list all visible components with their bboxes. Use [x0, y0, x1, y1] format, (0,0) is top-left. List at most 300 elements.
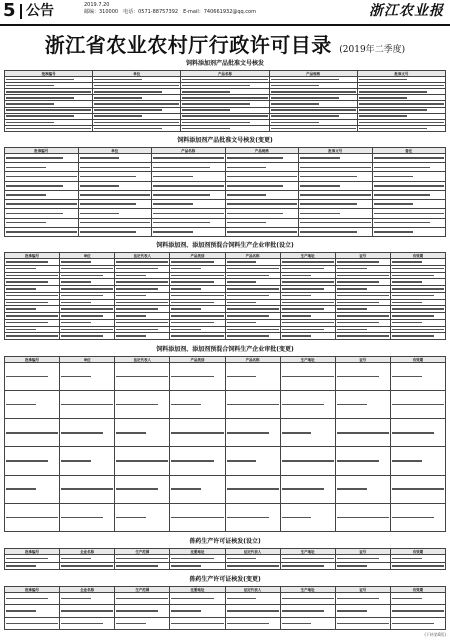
column-header: 批准编号: [5, 148, 79, 154]
table-cell: [225, 181, 299, 190]
table-cell: [335, 319, 390, 326]
table-cell: [335, 292, 390, 299]
table-cell: [225, 272, 280, 279]
table-cell: [60, 279, 115, 286]
table-cell: [170, 286, 225, 293]
table-cell: [280, 447, 335, 475]
table-cell: [115, 605, 170, 617]
table-cell: [5, 218, 79, 227]
column-header: 证号: [335, 357, 390, 363]
table-cell: [335, 419, 390, 447]
table-cell: [372, 209, 446, 218]
table-cell: [170, 292, 225, 299]
section-title-5: 兽药生产许可证核发(设立): [189, 538, 261, 545]
table-cell: [335, 617, 390, 629]
table-cell: [115, 292, 170, 299]
table-cell: [335, 333, 390, 340]
table-cell: [170, 319, 225, 326]
table-cell: [5, 299, 60, 306]
table-cell: [60, 555, 115, 563]
table-cell: [225, 593, 280, 605]
table-cell: [390, 617, 445, 629]
table-cell: [5, 125, 93, 131]
table-cell: [225, 265, 280, 272]
column-header: 批准编号: [5, 71, 93, 77]
table-cell: [225, 391, 280, 419]
table-row: [5, 218, 446, 227]
table-cell: [280, 313, 335, 320]
table-cell: [225, 475, 280, 503]
section-title-4: 饲料添加剂、添加剂预混合饲料生产企业审批(变更): [156, 346, 294, 353]
table-cell: [390, 313, 445, 320]
table-cell: [5, 163, 79, 172]
table-cell: [280, 299, 335, 306]
table-cell: [170, 259, 225, 266]
column-header: 法定代表人: [225, 549, 280, 555]
table-cell: [299, 163, 373, 172]
column-header: 产品规格: [269, 71, 357, 77]
masthead: 浙江农业报: [369, 3, 444, 19]
column-header: 单位: [60, 253, 115, 259]
table-row: [5, 265, 446, 272]
table-cell: [372, 218, 446, 227]
table-cell: [115, 326, 170, 333]
table-cell: [225, 447, 280, 475]
table-cell: [115, 265, 170, 272]
table-cell: [5, 181, 79, 190]
table-cell: [225, 562, 280, 570]
table-cell: [280, 419, 335, 447]
column-header: 产品名称: [181, 71, 269, 77]
table-cell: [280, 306, 335, 313]
table-cell: [372, 227, 446, 236]
table-cell: [78, 190, 152, 199]
table-cell: [170, 562, 225, 570]
table-cell: [78, 163, 152, 172]
column-header: 注册地址: [170, 587, 225, 593]
table-row: [5, 190, 446, 199]
table-cell: [225, 218, 299, 227]
license-table-5: [4, 548, 446, 570]
table-cell: [390, 419, 445, 447]
table-cell: [5, 286, 60, 293]
column-header: 有效期: [390, 253, 445, 259]
table-cell: [390, 593, 445, 605]
table-cell: [115, 319, 170, 326]
table-row: [5, 605, 446, 617]
column-header: 有效期: [390, 357, 445, 363]
table-cell: [115, 272, 170, 279]
table-cell: [170, 447, 225, 475]
table-row: [5, 503, 446, 531]
issue-meta: [84, 2, 256, 16]
table-cell: [280, 562, 335, 570]
table-row: [5, 272, 446, 279]
table-cell: [335, 272, 390, 279]
table-cell: [60, 363, 115, 391]
table-cell: [5, 555, 60, 563]
table-cell: [60, 299, 115, 306]
page-header: [0, 0, 450, 26]
column-header: 注册地址: [170, 549, 225, 555]
table-cell: [225, 326, 280, 333]
table-cell: [299, 227, 373, 236]
table-cell: [335, 447, 390, 475]
table-cell: [115, 259, 170, 266]
table-cell: [390, 319, 445, 326]
table-row: [5, 209, 446, 218]
section-title-3: 饲料添加剂、添加剂预混合饲料生产企业审批(设立): [156, 242, 294, 249]
table-cell: [299, 218, 373, 227]
column-header: 法定代表人: [115, 253, 170, 259]
table-cell: [280, 326, 335, 333]
table-cell: [335, 593, 390, 605]
table-row: [5, 313, 446, 320]
table-cell: [390, 503, 445, 531]
page-number: 5: [3, 0, 16, 21]
table-cell: [225, 279, 280, 286]
column-header: 证号: [335, 253, 390, 259]
table-row: [5, 326, 446, 333]
table-row: [5, 154, 446, 163]
table-row: [5, 447, 446, 475]
license-table-2: [4, 147, 446, 237]
table-cell: [78, 172, 152, 181]
table-cell: [60, 272, 115, 279]
table-cell: [280, 555, 335, 563]
table-cell: [225, 259, 280, 266]
table-cell: [115, 617, 170, 629]
table-cell: [5, 326, 60, 333]
table-cell: [390, 292, 445, 299]
table-cell: [390, 605, 445, 617]
table-cell: [5, 593, 60, 605]
table-cell: [115, 286, 170, 293]
table-cell: [5, 617, 60, 629]
table-row: [5, 562, 446, 570]
column-header: 批准编号: [5, 253, 60, 259]
column-header: 生产地址: [280, 357, 335, 363]
table-cell: [5, 475, 60, 503]
table-cell: [181, 125, 269, 131]
table-cell: [60, 447, 115, 475]
headline-subtitle: (2019年二季度): [339, 45, 406, 55]
table-cell: [115, 313, 170, 320]
table-cell: [280, 391, 335, 419]
table-row: [5, 172, 446, 181]
table-row: [5, 419, 446, 447]
table-cell: [299, 154, 373, 163]
table-cell: [5, 306, 60, 313]
table-cell: [152, 154, 226, 163]
license-table-1: [4, 70, 446, 132]
table-cell: [115, 555, 170, 563]
contact-info: 邮编：310000 电话：0571-88757392 E-mail：740661932@qq.com: [84, 9, 256, 15]
table-cell: [335, 259, 390, 266]
table-cell: [170, 272, 225, 279]
table-cell: [170, 326, 225, 333]
table-cell: [60, 326, 115, 333]
table-cell: [5, 419, 60, 447]
table-cell: [170, 605, 225, 617]
header-divider: [20, 4, 22, 19]
table-cell: [60, 593, 115, 605]
table-cell: [152, 218, 226, 227]
table-cell: [5, 313, 60, 320]
table-cell: [280, 286, 335, 293]
table-cell: [5, 292, 60, 299]
table-cell: [390, 272, 445, 279]
table-cell: [60, 319, 115, 326]
table-cell: [225, 286, 280, 293]
table-cell: [60, 286, 115, 293]
table-cell: [372, 172, 446, 181]
column-header: 企业名称: [60, 587, 115, 593]
table-cell: [225, 163, 299, 172]
table-cell: [372, 190, 446, 199]
column-header: 证号: [335, 587, 390, 593]
table-cell: [335, 299, 390, 306]
table-cell: [115, 306, 170, 313]
table-cell: [152, 163, 226, 172]
table-cell: [335, 391, 390, 419]
section-title-6: 兽药生产许可证核发(变更): [189, 576, 261, 583]
column-header: 产品名称: [152, 148, 226, 154]
table-cell: [60, 391, 115, 419]
table-cell: [390, 391, 445, 419]
table-cell: [5, 363, 60, 391]
table-cell: [390, 447, 445, 475]
table-cell: [5, 265, 60, 272]
table-cell: [170, 617, 225, 629]
table-row: [5, 617, 446, 629]
table-cell: [280, 279, 335, 286]
table-cell: [170, 313, 225, 320]
table-cell: [390, 555, 445, 563]
table-row: [5, 363, 446, 391]
table-cell: [78, 209, 152, 218]
table-cell: [390, 363, 445, 391]
table-cell: [115, 475, 170, 503]
column-header: 批准文号: [357, 71, 445, 77]
headline-title: 浙江省农业农村厅行政许可目录: [44, 33, 332, 57]
table-cell: [60, 313, 115, 320]
section-name: 公告: [26, 3, 54, 19]
table-cell: [170, 299, 225, 306]
table-cell: [170, 333, 225, 340]
table-cell: [5, 333, 60, 340]
column-header: 批准编号: [5, 587, 60, 593]
table-cell: [299, 200, 373, 209]
table-cell: [372, 163, 446, 172]
table-cell: [390, 562, 445, 570]
table-cell: [225, 363, 280, 391]
table-row: [5, 555, 446, 563]
table-cell: [299, 190, 373, 199]
table-cell: [280, 617, 335, 629]
column-header: 有效期: [390, 549, 445, 555]
table-cell: [60, 503, 115, 531]
table-cell: [170, 265, 225, 272]
table-cell: [60, 419, 115, 447]
table-cell: [335, 306, 390, 313]
table-cell: [60, 475, 115, 503]
table-cell: [357, 125, 445, 131]
table-cell: [170, 475, 225, 503]
issue-date: 2019.7.20: [84, 2, 110, 8]
table-row: [5, 475, 446, 503]
table-row: [5, 593, 446, 605]
table-cell: [390, 286, 445, 293]
column-header: 产品类别: [170, 357, 225, 363]
column-header: 法定代表人: [225, 587, 280, 593]
table-cell: [372, 200, 446, 209]
table-cell: [299, 172, 373, 181]
table-cell: [60, 259, 115, 266]
table-cell: [152, 200, 226, 209]
table-cell: [390, 265, 445, 272]
table-cell: [5, 562, 60, 570]
table-cell: [225, 617, 280, 629]
table-cell: [280, 475, 335, 503]
table-cell: [225, 555, 280, 563]
table-cell: [60, 562, 115, 570]
table-row: [5, 286, 446, 293]
column-header: 单位: [60, 357, 115, 363]
table-cell: [170, 391, 225, 419]
table-cell: [335, 363, 390, 391]
table-cell: [115, 391, 170, 419]
table-cell: [115, 279, 170, 286]
table-cell: [60, 333, 115, 340]
table-cell: [170, 306, 225, 313]
table-cell: [5, 605, 60, 617]
table-cell: [60, 617, 115, 629]
table-cell: [60, 265, 115, 272]
table-row: [5, 279, 446, 286]
table-cell: [280, 605, 335, 617]
column-header: 生产地址: [280, 549, 335, 555]
table-cell: [299, 181, 373, 190]
column-header: 生产地址: [280, 587, 335, 593]
table-row: [5, 181, 446, 190]
column-header: 单位: [78, 148, 152, 154]
table-cell: [170, 279, 225, 286]
table-cell: [280, 265, 335, 272]
table-cell: [225, 419, 280, 447]
table-cell: [390, 333, 445, 340]
table-cell: [335, 265, 390, 272]
table-cell: [390, 259, 445, 266]
table-cell: [78, 218, 152, 227]
table-cell: [225, 333, 280, 340]
table-cell: [78, 200, 152, 209]
table-cell: [152, 190, 226, 199]
table-cell: [170, 593, 225, 605]
table-row: [5, 163, 446, 172]
license-table-6: [4, 586, 446, 630]
column-header: 产品类别: [170, 253, 225, 259]
table-cell: [335, 279, 390, 286]
table-cell: [225, 605, 280, 617]
table-cell: [60, 292, 115, 299]
table-row: [5, 319, 446, 326]
table-cell: [78, 181, 152, 190]
table-cell: [5, 391, 60, 419]
column-header: 企业名称: [60, 549, 115, 555]
table-cell: [225, 227, 299, 236]
table-cell: [299, 209, 373, 218]
table-cell: [225, 200, 299, 209]
table-cell: [5, 209, 79, 218]
table-cell: [335, 313, 390, 320]
table-cell: [335, 562, 390, 570]
column-header: 备注: [372, 148, 446, 154]
table-cell: [5, 279, 60, 286]
license-table-3: [4, 252, 446, 340]
table-row: [5, 227, 446, 236]
table-cell: [335, 326, 390, 333]
table-cell: [225, 190, 299, 199]
table-cell: [225, 292, 280, 299]
table-cell: [152, 181, 226, 190]
table-row: [5, 292, 446, 299]
table-cell: [269, 125, 357, 131]
table-cell: [335, 503, 390, 531]
column-header: 法定代表人: [115, 357, 170, 363]
table-row: [5, 299, 446, 306]
column-header: 批准文号: [299, 148, 373, 154]
table-cell: [93, 125, 181, 131]
table-cell: [280, 593, 335, 605]
table-cell: [335, 475, 390, 503]
section-title-1: 饲料添加剂产品批准文号核发: [185, 60, 264, 67]
table-cell: [335, 286, 390, 293]
table-cell: [5, 200, 79, 209]
table-cell: [225, 299, 280, 306]
table-cell: [5, 172, 79, 181]
table-cell: [5, 447, 60, 475]
column-header: 产品名称: [225, 253, 280, 259]
table-cell: [115, 419, 170, 447]
table-row: [5, 306, 446, 313]
column-header: 产品名称: [225, 357, 280, 363]
table-cell: [5, 272, 60, 279]
table-cell: [5, 190, 79, 199]
column-header: 批准编号: [5, 549, 60, 555]
table-cell: [390, 279, 445, 286]
table-row: [5, 333, 446, 340]
table-cell: [280, 319, 335, 326]
table-cell: [280, 503, 335, 531]
table-cell: [372, 181, 446, 190]
table-cell: [280, 363, 335, 391]
table-cell: [225, 313, 280, 320]
table-cell: [225, 209, 299, 218]
table-cell: [5, 259, 60, 266]
table-cell: [170, 555, 225, 563]
table-cell: [78, 154, 152, 163]
table-cell: [170, 419, 225, 447]
table-cell: [170, 503, 225, 531]
table-cell: [78, 227, 152, 236]
column-header: 生产地址: [280, 253, 335, 259]
table-cell: [5, 154, 79, 163]
table-cell: [225, 306, 280, 313]
table-cell: [115, 593, 170, 605]
table-cell: [115, 562, 170, 570]
table-row: [5, 200, 446, 209]
